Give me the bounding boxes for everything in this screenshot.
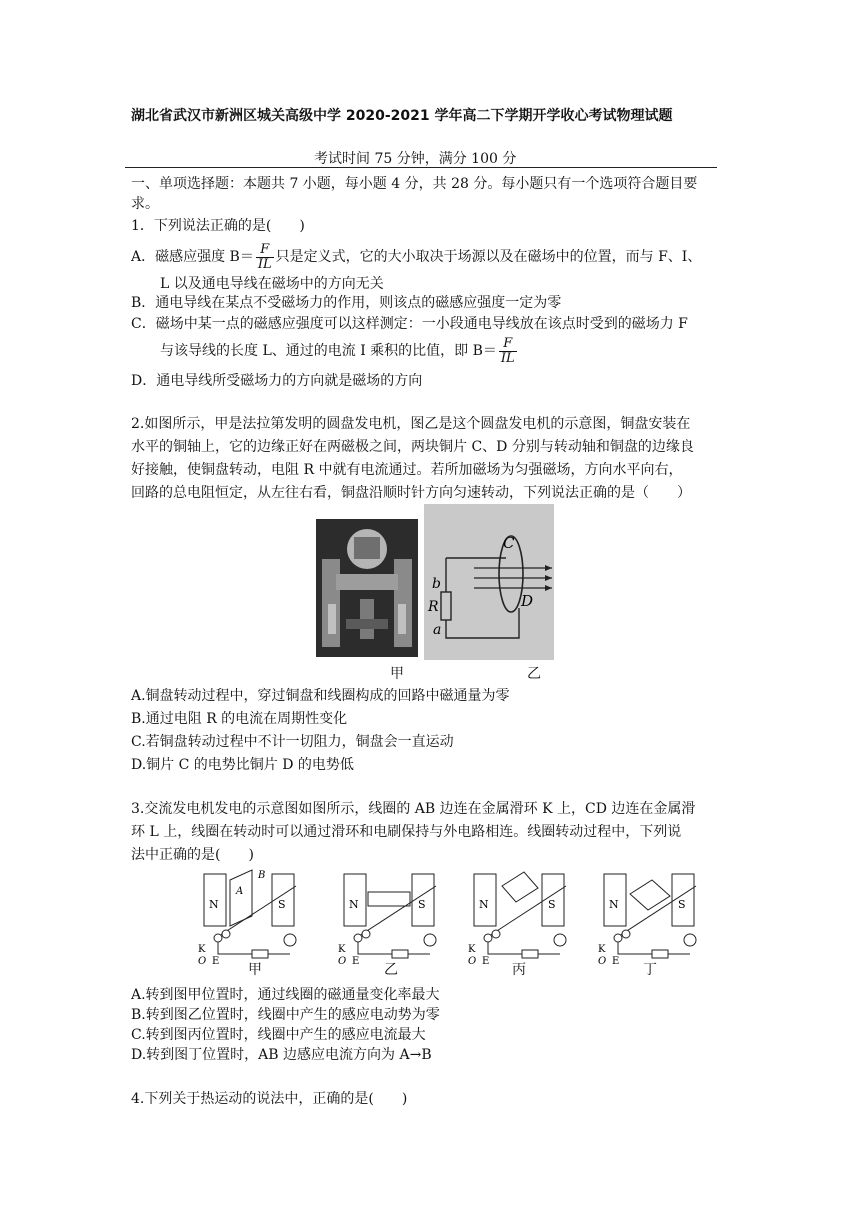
q3-fig-label-bing: 丙: [512, 962, 526, 978]
q2-schematic-diagram: [424, 504, 554, 660]
svg-text:S: S: [418, 898, 426, 911]
q2-label-c: C: [503, 534, 515, 552]
svg-text:S: S: [548, 898, 556, 911]
q1-a-suffix: 只是定义式，它的大小取决于场源以及在磁场中的位置，而与 F、I、: [275, 249, 702, 265]
q1-c-frac-den: IL: [500, 350, 515, 366]
q3-figure-jia: [196, 866, 314, 966]
q2-stem-line4: 回路的总电阻恒定，从左往右看，铜盘沿顺时针方向匀速转动，下列说法正确的是（ ）: [131, 485, 691, 501]
q3-figure-ding: [596, 866, 714, 966]
svg-text:O: O: [468, 956, 477, 966]
svg-text:K: K: [468, 944, 476, 955]
svg-text:S: S: [278, 898, 286, 911]
section-intro-line1: 一、单项选择题：本题共 7 小题，每小题 4 分，共 28 分。每小题只有一个选项符合题目要: [131, 176, 698, 192]
q1-c-prefix: 与该导线的长度 L、通过的电流 I 乘积的比值，即 B＝: [160, 343, 497, 359]
svg-text:E: E: [612, 956, 620, 966]
q2-stem-line1: 2.如图所示，甲是法拉第发明的圆盘发电机，图乙是这个圆盘发电机的示意图，铜盘安装在: [131, 416, 691, 432]
q2-photo-disk-generator: [316, 519, 418, 657]
q3-fig-label-ding: 丁: [643, 962, 657, 978]
q2-option-b: B.通过电阻 R 的电流在周期性变化: [131, 711, 348, 727]
q1-c-fraction: [499, 337, 517, 366]
svg-text:A: A: [236, 886, 244, 897]
svg-text:S: S: [678, 898, 686, 911]
q2-stem-line3: 好接触，使铜盘转动，电阻 R 中就有电流通过。若所加磁场为匀强磁场，方向水平向右，: [131, 462, 683, 478]
q2-label-a: a: [433, 622, 442, 638]
svg-text:E: E: [482, 956, 490, 966]
q1-option-c-line1: C．磁场中某一点的磁感应强度可以这样测定：一小段通电导线放在该点时受到的磁场力 F: [131, 316, 688, 332]
q1-c-frac-num: F: [499, 337, 517, 352]
q2-stem-line2: 水平的铜轴上，它的边缘正好在两磁极之间，两块铜片 C、D 分别与转动轴和铜盘的边缘良: [131, 439, 694, 455]
q1-option-c-line2: [160, 333, 519, 369]
q1-option-d: D．通电导线所受磁场力的方向就是磁场的方向: [131, 373, 423, 389]
q1-option-a: [131, 240, 701, 274]
q2-option-d: D.铜片 C 的电势比铜片 D 的电势低: [131, 757, 354, 773]
svg-text:N: N: [479, 898, 489, 911]
q4-stem: 4.下列关于热运动的说法中，正确的是( ): [131, 1091, 408, 1107]
section-intro-line2: 求。: [131, 196, 159, 212]
svg-text:E: E: [352, 956, 360, 966]
q3-stem-line2: 环 L 上，线圈在转动时可以通过滑环和电刷保持与外电路相连。线圈转动过程中，下列说: [131, 824, 682, 840]
q1-option-a-line2: L 以及通电导线在磁场中的方向无关: [160, 276, 384, 292]
q3-option-a: A.转到图甲位置时，通过线圈的磁通量变化率最大: [131, 987, 440, 1003]
q2-option-a: A.铜盘转动过程中，穿过铜盘和线圈构成的回路中磁通量为零: [131, 688, 510, 704]
q3-stem-line1: 3.交流发电机发电的示意图如图所示，线圈的 AB 边连在金属滑环 K 上，CD 边连在金属滑: [131, 801, 696, 817]
q2-option-c: C.若铜盘转动过程中不计一切阻力，铜盘会一直运动: [131, 734, 454, 750]
svg-text:B: B: [258, 870, 266, 881]
svg-text:K: K: [598, 944, 606, 955]
q3-figure-bing: [466, 866, 584, 966]
header-divider: [125, 167, 717, 168]
q2-label-d: D: [521, 592, 534, 610]
svg-text:O: O: [338, 956, 347, 966]
q1-a-frac-num: F: [256, 243, 274, 258]
svg-text:N: N: [349, 898, 359, 911]
q1-stem: 1．下列说法正确的是( ): [131, 218, 305, 234]
svg-text:O: O: [198, 956, 207, 966]
svg-text:O: O: [598, 956, 607, 966]
q2-fig-label-left: 甲: [390, 666, 404, 682]
q2-label-r: R: [428, 599, 439, 615]
svg-text:K: K: [198, 944, 206, 955]
q1-option-b: B．通电导线在某点不受磁场力的作用，则该点的磁感应强度一定为零: [131, 295, 562, 311]
q3-option-c: C.转到图丙位置时，线圈中产生的感应电流最大: [131, 1027, 426, 1043]
exam-info: 考试时间 75 分钟，满分 100 分: [314, 151, 517, 167]
svg-text:E: E: [212, 956, 220, 966]
svg-text:K: K: [338, 944, 346, 955]
svg-text:N: N: [209, 898, 219, 911]
q3-option-d: D.转到图丁位置时，AB 边感应电流方向为 A→B: [131, 1047, 432, 1063]
svg-text:N: N: [609, 898, 619, 911]
q3-stem-line3: 法中正确的是( ): [131, 847, 254, 863]
q3-option-b: B.转到图乙位置时，线圈中产生的感应电动势为零: [131, 1007, 440, 1023]
q2-label-b: b: [432, 576, 441, 592]
q3-fig-label-jia: 甲: [248, 962, 262, 978]
q3-figure-yi: [336, 866, 454, 966]
q1-a-fraction: [256, 243, 274, 272]
q2-fig-label-right: 乙: [527, 666, 541, 682]
q1-a-prefix: A．磁感应强度 B＝: [131, 249, 254, 265]
exam-title: 湖北省武汉市新洲区城关高级中学 2020-2021 学年高二下学期开学收心考试物理试题: [131, 108, 673, 124]
q3-fig-label-yi: 乙: [384, 962, 398, 978]
q1-a-frac-den: IL: [257, 256, 272, 272]
